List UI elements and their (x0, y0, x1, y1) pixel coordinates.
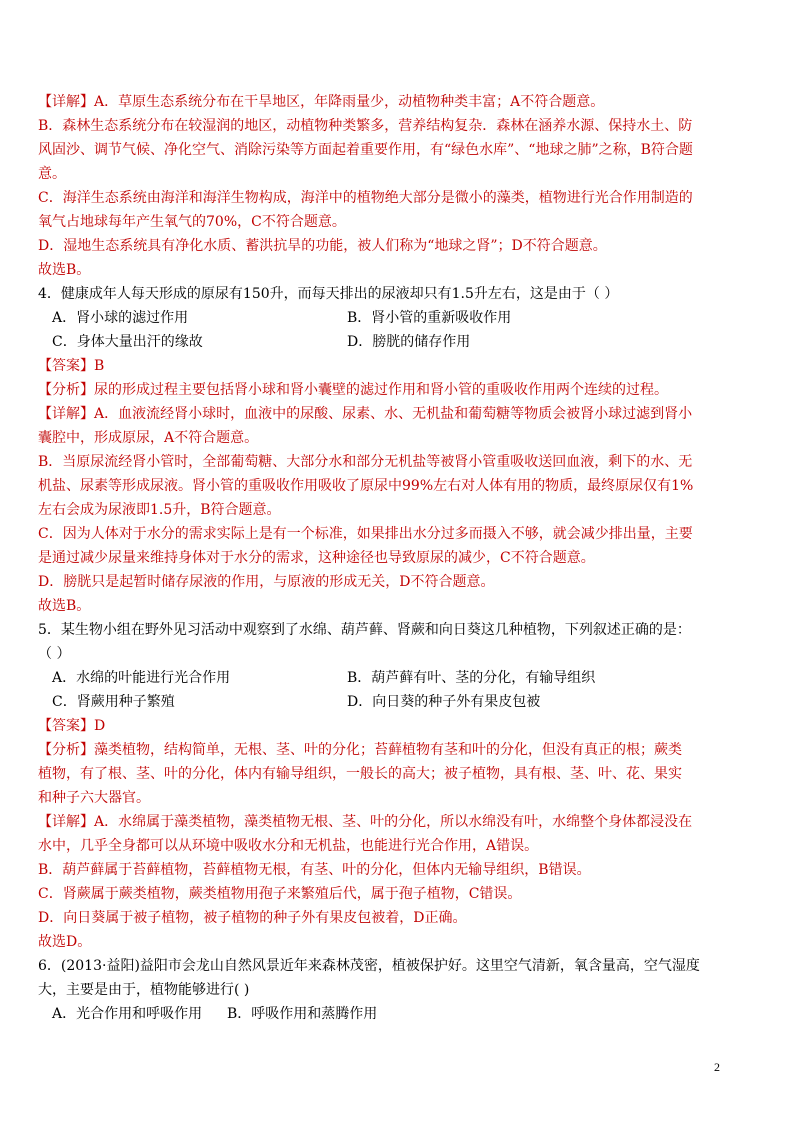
q3-detail-line: 意。 (38, 166, 66, 182)
q5-conclusion: 故选D。 (38, 934, 92, 950)
q6-options-row-1 (38, 1002, 758, 1026)
q3-detail (38, 90, 758, 282)
q3-detail-line: D．湿地生态系统具有净化水质、蓄洪抗旱的功能，被人们称为“地球之肾”；D不符合题意。 (38, 238, 607, 254)
q6-stem: 大，主要是由于，植物能够进行( ) (38, 982, 250, 998)
q4-answer: 【答案】B (38, 358, 105, 374)
q4-detail-line: 是通过减少尿量来维持身体对于水分的需求，这种途径也导致原尿的减少，C不符合题意。 (38, 550, 595, 566)
q6-stem: 6．(2013·益阳)益阳市会龙山自然风景近年来森林茂密，植被保护好。这里空气清新，氧含量高，空气湿度 (38, 958, 700, 974)
q4-conclusion: 故选B。 (38, 598, 91, 614)
q5-detail-line: B．葫芦藓属于苔藓植物，苔藓植物无根，有茎、叶的分化，但体内无输导组织，B错误。 (38, 862, 591, 878)
q5-stem: 5．某生物小组在野外见习活动中观察到了水绵、葫芦藓、肾蕨和向日葵这几种植物，下列叙述正确的是： (38, 622, 691, 638)
q3-detail-line: 风固沙、调节气候、净化空气、消除污染等方面起着重要作用，有“绿色水库”、“地球之肺”之称，B符合题 (38, 142, 693, 158)
q4-detail-line: 机盐、尿素等形成尿液。肾小管的重吸收作用吸收了原尿中99%左右对人体有用的物质，最终原尿仅有1% (38, 478, 694, 494)
q4-option-c: C．身体大量出汗的缘故 (52, 334, 203, 350)
q5-analysis-line: 植物，有了根、茎、叶的分化，体内有输导组织，一般长的高大；被子植物，具有根、茎、叶、花、果实 (38, 766, 682, 782)
page-number: 2 (714, 1060, 720, 1074)
question-6 (38, 954, 758, 1026)
q5-detail-line: 【详解】A．水绵属于藻类植物，藻类植物无根、茎、叶的分化，所以水绵没有叶，水绵整个身体都浸没在 (38, 814, 693, 830)
q4-detail-line: 左右会成为尿液即1.5升，B符合题意。 (38, 502, 281, 518)
q4-detail-line: B．当原尿流经肾小管时，全部葡萄糖、大部分水和部分无机盐等被肾小管重吸收送回血液，剩下的水、无 (38, 454, 693, 470)
question-5 (38, 618, 758, 954)
q5-stem: （ ） (38, 646, 71, 662)
q4-options-row-2 (38, 330, 758, 354)
q3-detail-line: 【详解】A．草原生态系统分布在干旱地区，年降雨量少，动植物种类丰富；A不符合题意。 (38, 94, 605, 110)
q4-option-d: D．膀胱的储存作用 (347, 334, 471, 350)
q3-detail-line: 氧气占地球每年产生氧气的70%，C不符合题意。 (38, 214, 346, 230)
q6-option-a: A．光合作用和呼吸作用 (52, 1006, 203, 1022)
q3-detail-line: C．海洋生态系统由海洋和海洋生物构成，海洋中的植物绝大部分是微小的藻类，植物进行光合作用制造的 (38, 190, 693, 206)
q4-detail-line: C．因为人体对于水分的需求实际上是有一个标准，如果排出水分过多而摄入不够，就会减少排出量，主要 (38, 526, 693, 542)
detail-tag: 【详解】 (38, 94, 94, 110)
q5-answer: 【答案】D (38, 718, 106, 734)
q5-analysis-line: 【分析】藻类植物，结构简单，无根、茎、叶的分化；苔藓植物有茎和叶的分化，但没有真正的根；蕨类 (38, 742, 682, 758)
q4-detail-line: D．膀胱只是起暂时储存尿液的作用，与原液的形成无关，D不符合题意。 (38, 574, 495, 590)
q5-option-a: A．水绵的叶能进行光合作用 (52, 670, 231, 686)
q5-detail-line: C．肾蕨属于蕨类植物，蕨类植物用孢子来繁殖后代，属于孢子植物，C错误。 (38, 886, 522, 902)
q5-analysis-line: 和种子六大器官。 (38, 790, 150, 806)
q4-detail-line: 【详解】A．血液流经肾小球时，血液中的尿酸、尿素、水、无机盐和葡萄糖等物质会被肾小球过滤到肾小 (38, 406, 693, 422)
q4-option-a: A．肾小球的滤过作用 (52, 310, 189, 326)
q6-option-b: B．呼吸作用和蒸腾作用 (227, 1006, 378, 1022)
q4-options-row-1 (38, 306, 758, 330)
q4-detail-line: 囊腔中，形成原尿，A不符合题意。 (38, 430, 259, 446)
q3-conclusion: 故选B。 (38, 262, 91, 278)
q3-detail-line: B．森林生态系统分布在较湿润的地区，动植物种类繁多，营养结构复杂．森林在涵养水源、保持水土、防 (38, 118, 693, 134)
q5-detail-line: D．向日葵属于被子植物，被子植物的种子外有果皮包被着，D正确。 (38, 910, 467, 926)
q5-options-row-2 (38, 690, 758, 714)
q5-option-c: C．肾蕨用种子繁殖 (52, 694, 175, 710)
q5-option-d: D．向日葵的种子外有果皮包被 (347, 694, 541, 710)
q4-analysis: 【分析】尿的形成过程主要包括肾小球和肾小囊壁的滤过作用和肾小管的重吸收作用两个连续的过程。 (38, 382, 668, 398)
q5-option-b: B．葫芦藓有叶、茎的分化，有输导组织 (347, 670, 596, 686)
q4-stem: 4．健康成年人每天形成的原尿有150升，而每天排出的尿液却只有1.5升左右，这是由于（ ） (38, 286, 619, 302)
q4-option-b: B．肾小管的重新吸收作用 (347, 310, 512, 326)
page-content (38, 90, 758, 1026)
question-4 (38, 282, 758, 618)
q5-detail-line: 水中，几乎全身都可以从环境中吸收水分和无机盐，也能进行光合作用，A错误。 (38, 838, 539, 854)
q5-options-row-1 (38, 666, 758, 690)
